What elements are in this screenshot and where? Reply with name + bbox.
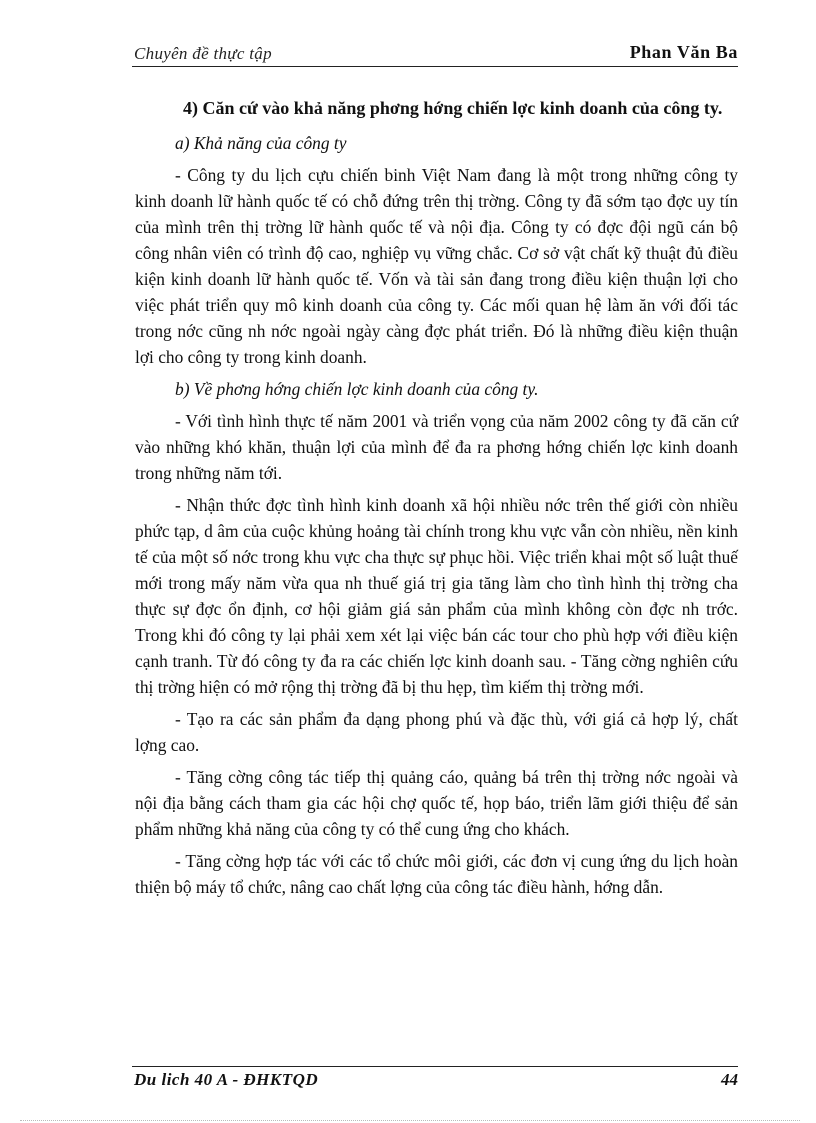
- subheading-b: b) Về phơng hớng chiến lợc kinh doanh của công ty.: [175, 379, 539, 399]
- paragraph-b-1: - Với tình hình thực tế năm 2001 và triển vọng của năm 2002 công ty đã căn cứ vào những khó khăn, thuận lợi của mình để đa ra phơng hớng chiến lợc kinh doanh trong những năm tới.: [135, 411, 738, 483]
- page-edge-divider: [20, 1120, 800, 1121]
- header-document-type: Chuyên đề thực tập: [134, 44, 272, 63]
- header-author: Phan Văn Ba: [629, 42, 738, 62]
- subheading-a: a) Khả năng của công ty: [175, 133, 347, 153]
- page-number: 44: [721, 1070, 738, 1089]
- paragraph-b-3: - Tạo ra các sản phẩm đa dạng phong phú và đặc thù, với giá cả hợp lý, chất lợng cao.: [135, 709, 738, 755]
- paragraph-b-2: - Nhận thức đợc tình hình kinh doanh xã hội nhiều nớc trên thế giới còn nhiều phức tạp, d âm của cuộc khủng hoảng tài chính trong khu vực vẫn còn nhiều, nền kinh tế của một số nớc trong khu vực cha thực sự phục hồi. Việc triển khai một số luật thuế mới trong mấy năm vừa qua nh thuế giá trị gia tăng làm cho tình hình thị trờng cha thực sự đợc ổn định, cơ hội giảm giá sản phẩm của mình không còn đợc nh trớc. Trong khi đó công ty lại phải xem xét lại việc bán các tour cho phù hợp với điều kiện cạnh tranh. Từ đó công ty đa ra các chiến lợc kinh doanh sau. - Tăng cờng nghiên cứu thị trờng hiện có mở rộng thị trờng đã bị thu hẹp, tìm kiếm thị trờng mới.: [135, 495, 738, 697]
- footer-class-label: Du lich 40 A - ĐHKTQD: [134, 1070, 319, 1089]
- section-heading: 4) Căn cứ vào khả năng phơng hớng chiến lợc kinh doanh của công ty.: [183, 98, 723, 118]
- paragraph-b-4: - Tăng cờng công tác tiếp thị quảng cáo, quảng bá trên thị trờng nớc ngoài và nội địa bằng cách tham gia các hội chợ quốc tế, họp báo, triển lãm giới thiệu để sản phẩm những khả năng của công ty có thể cung ứng cho khách.: [135, 767, 738, 839]
- paragraph-b-5: - Tăng cờng hợp tác với các tổ chức môi giới, các đơn vị cung ứng du lịch hoàn thiện bộ máy tổ chức, nâng cao chất lợng của công tác điều hành, hớng dẫn.: [135, 851, 738, 897]
- paragraph-a: - Công ty du lịch cựu chiến binh Việt Nam đang là một trong những công ty kinh doanh lữ hành quốc tế có chỗ đứng trên thị trờng. Công ty đã sớm tạo đợc uy tín của mình trên thị trờng lữ hành quốc tế và nội địa. Công ty có đợc đội ngũ cán bộ công nhân viên có trình độ cao, nghiệp vụ vững chắc. Cơ sở vật chất kỹ thuật đủ điều kiện kinh doanh lữ hành quốc tế. Vốn và tài sản đang trong điều kiện thuận lợi cho việc phát triển quy mô kinh doanh của công ty. Các mối quan hệ làm ăn với đối tác trong nớc cũng nh nớc ngoài ngày càng đợc phát triển. Đó là những điều kiện thuận lợi cho công ty trong kinh doanh.: [135, 165, 738, 367]
- footer-divider: [132, 1066, 738, 1067]
- header-divider: [132, 66, 738, 67]
- body-content: [135, 94, 738, 906]
